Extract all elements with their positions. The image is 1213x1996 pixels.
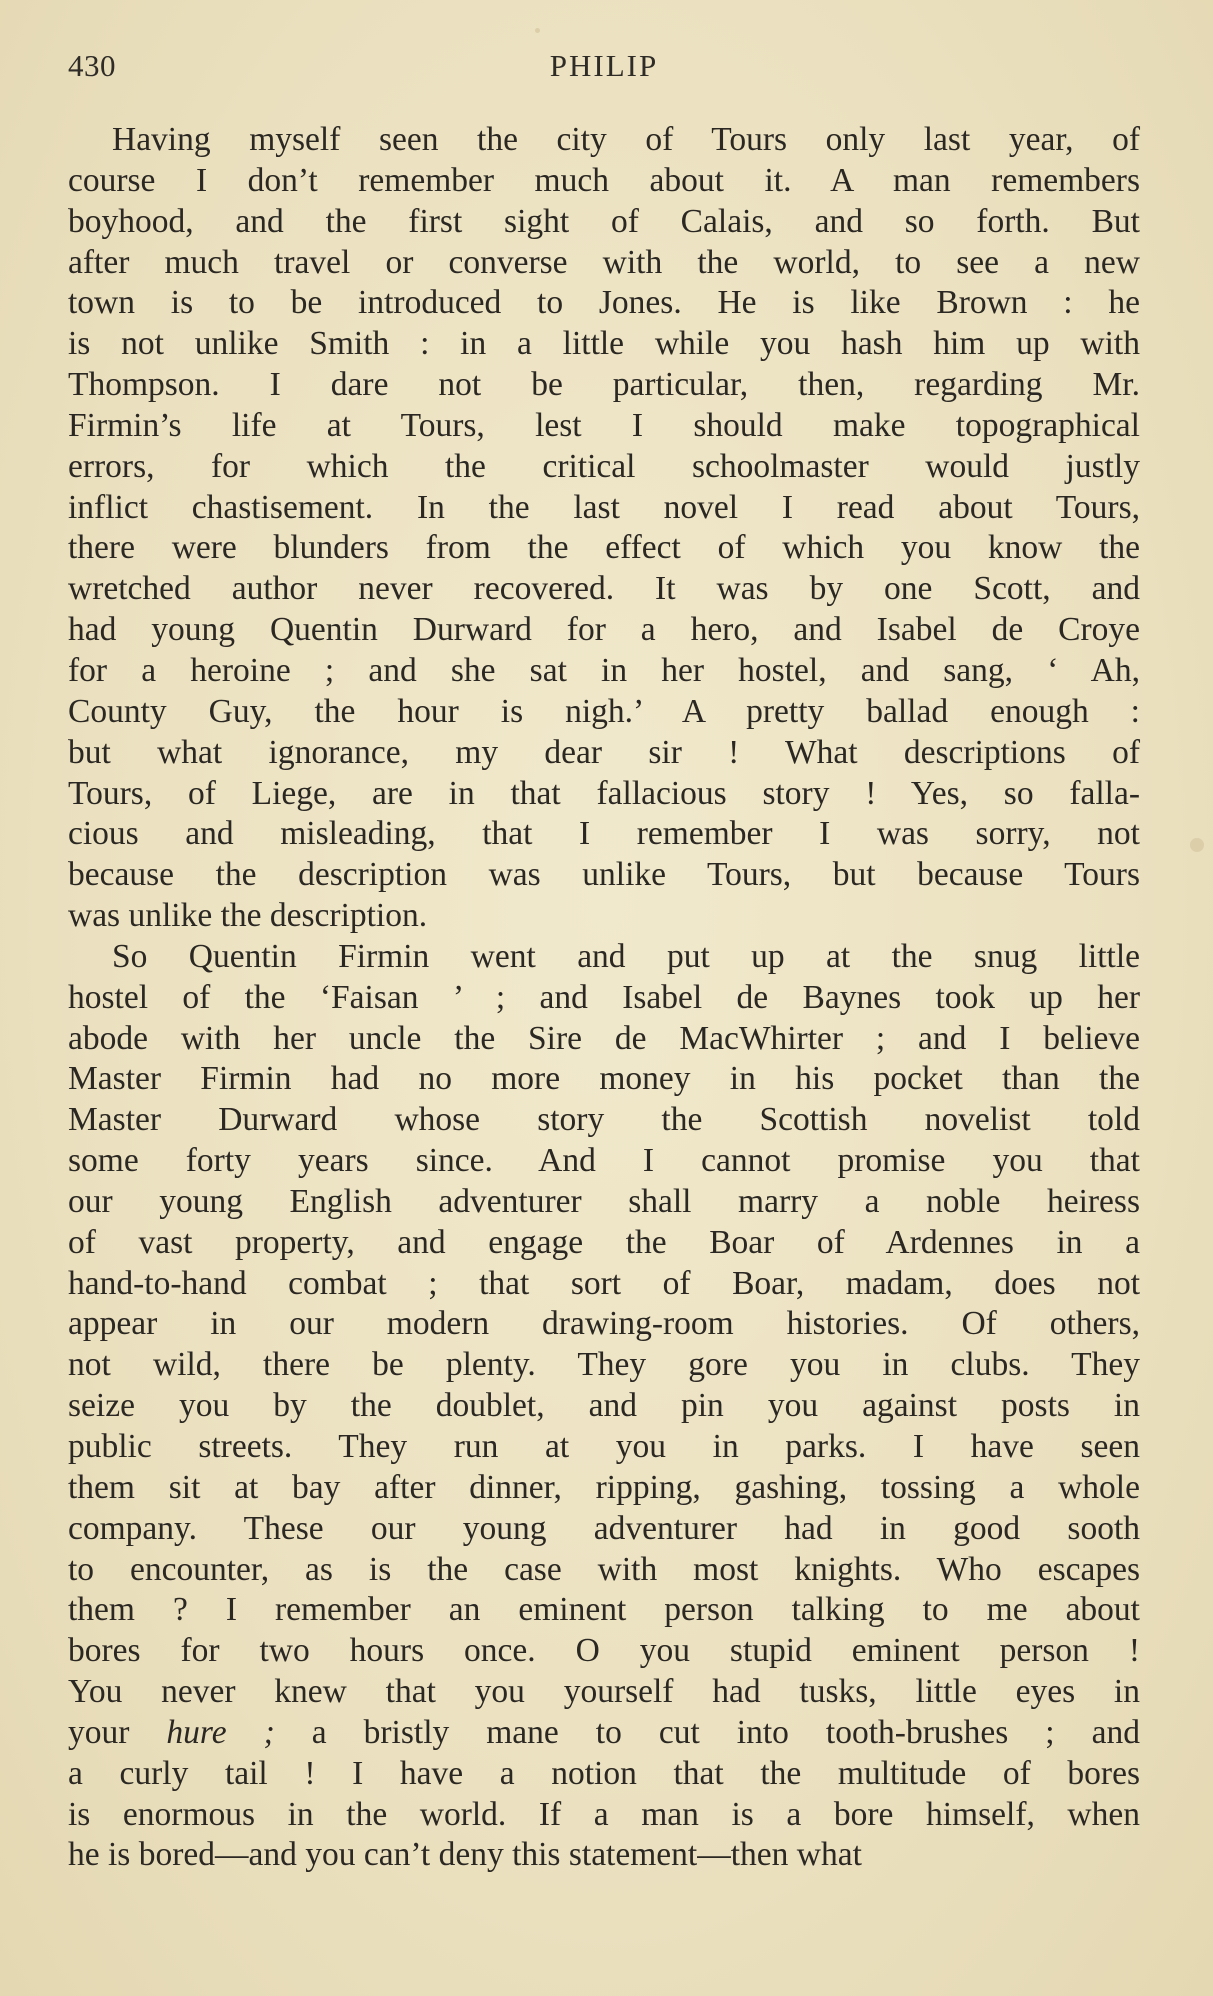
text-line: County Guy, the hour is nigh.’ A pretty ballad enough :	[68, 692, 1140, 730]
paper-speck	[1190, 838, 1204, 852]
text-line: town is to be introduced to Jones. He is like Brown : he	[68, 284, 1140, 322]
text-line: because the description was unlike Tours, but because Tours	[68, 856, 1140, 894]
body-text	[68, 120, 1140, 1876]
text-line: there were blunders from the effect of which you know the	[68, 529, 1140, 567]
text-line: errors, for which the critical schoolmaster would justly	[68, 447, 1140, 485]
text-line: your hure ; a bristly mane to cut into tooth-brushes ; and	[68, 1713, 1140, 1751]
text-line: company. These our young adventurer had in good sooth	[68, 1509, 1140, 1547]
text-line: course I don’t remember much about it. A man remembers	[68, 161, 1140, 199]
text-line: had young Quentin Durward for a hero, and Isabel de Croye	[68, 611, 1140, 649]
text-line: of vast property, and engage the Boar of Ardennes in a	[68, 1223, 1140, 1261]
text-line: he is bored—and you can’t deny this statement—then what	[68, 1836, 862, 1874]
running-head	[68, 48, 1140, 88]
text-line: for a heroine ; and she sat in her hostel, and sang, ‘ Ah,	[68, 651, 1140, 689]
text-line: Firmin’s life at Tours, lest I should make topographical	[68, 406, 1140, 444]
text-line: some forty years since. And I cannot promise you that	[68, 1142, 1140, 1180]
text-line: boyhood, and the first sight of Calais, and so forth. But	[68, 202, 1140, 240]
running-title: PHILIP	[549, 48, 659, 83]
text-line: Master Durward whose story the Scottish novelist told	[68, 1101, 1140, 1139]
text-line: public streets. They run at you in parks. I have seen	[68, 1428, 1140, 1465]
text-line: a curly tail ! I have a notion that the multitude of bores	[68, 1754, 1140, 1792]
text-line: hand-to-hand combat ; that sort of Boar, madam, does not	[68, 1264, 1140, 1302]
text-line: cious and misleading, that I remember I was sorry, not	[68, 815, 1140, 853]
text-line: Tours, of Liege, are in that fallacious story ! Yes, so falla-	[68, 774, 1140, 812]
paper-speck	[535, 28, 540, 33]
text-line: them ? I remember an eminent person talking to me about	[68, 1591, 1140, 1629]
text-line: Master Firmin had no more money in his pocket than the	[68, 1060, 1140, 1098]
text-line: Having myself seen the city of Tours only last year, of	[112, 121, 1140, 158]
paragraph	[68, 120, 1140, 937]
text-line: Thompson. I dare not be particular, then, regarding Mr.	[68, 366, 1140, 404]
text-line: appear in our modern drawing-room histories. Of others,	[68, 1305, 1140, 1343]
text-line: inflict chastisement. In the last novel I read about Tours,	[68, 488, 1140, 526]
text-line: abode with her uncle the Sire de MacWhirter ; and I believe	[68, 1019, 1140, 1057]
text-line: them sit at bay after dinner, ripping, gashing, tossing a whole	[68, 1468, 1140, 1506]
text-line: not wild, there be plenty. They gore you in clubs. They	[68, 1346, 1140, 1384]
page-number: 430	[68, 48, 116, 83]
text-line: You never knew that you yourself had tusks, little eyes in	[68, 1673, 1140, 1711]
text-line: was unlike the description.	[68, 897, 428, 935]
text-line: hostel of the ‘Faisan ’ ; and Isabel de Baynes took up her	[68, 978, 1140, 1016]
text-line: is not unlike Smith : in a little while you hash him up with	[68, 325, 1140, 363]
text-line: is enormous in the world. If a man is a bore himself, when	[68, 1795, 1140, 1833]
text-line: bores for two hours once. O you stupid eminent person !	[68, 1632, 1140, 1670]
text-line: seize you by the doublet, and pin you against posts in	[68, 1387, 1140, 1425]
text-line: So Quentin Firmin went and put up at the snug little	[112, 937, 1140, 975]
text-line: to encounter, as is the case with most knights. Who escapes	[68, 1550, 1140, 1588]
paragraph	[68, 937, 1140, 1876]
text-line: our young English adventurer shall marry a noble heiress	[68, 1182, 1140, 1220]
text-line: after much travel or converse with the world, to see a new	[68, 243, 1140, 281]
text-line: wretched author never recovered. It was by one Scott, and	[68, 570, 1140, 608]
text-line: but what ignorance, my dear sir ! What descriptions of	[68, 733, 1140, 771]
